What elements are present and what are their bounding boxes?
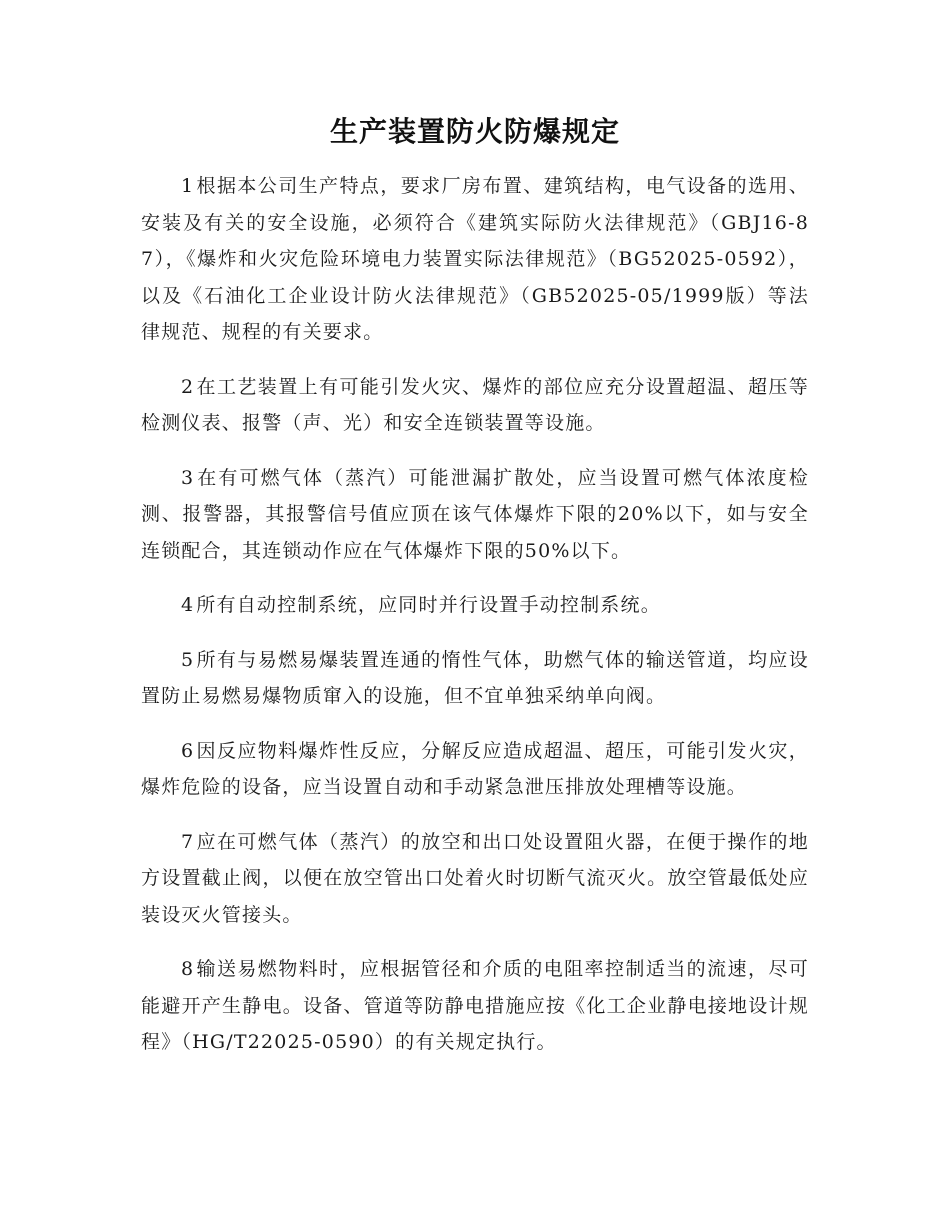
- paragraph-number: 2: [181, 375, 195, 398]
- paragraph-text: 输送易燃物料时，应根据管径和介质的电阻率控制适当的流速，尽可能避开产生静电。设备、管道等防静电措施应按《化工企业静电接地设计规程》（HG/T22025-0590）的有关规定执行。: [141, 958, 809, 1053]
- document-title: 生产装置防火防爆规定: [329, 115, 620, 148]
- paragraph-6: [141, 733, 809, 806]
- paragraph-number: 8: [181, 958, 195, 980]
- paragraph-2: [141, 369, 809, 442]
- paragraph-text: 在有可燃气体（蒸汽）可能泄漏扩散处，应当设置可燃气体浓度检测、报警器，其报警信号值应顶在该气体爆炸下限的20%以下，如与安全连锁配合，其连锁动作应在气体爆炸下限的50%以下。: [141, 466, 809, 562]
- paragraph-3: [141, 460, 809, 570]
- paragraph-number: 4: [181, 594, 195, 616]
- paragraph-number: 6: [181, 739, 195, 762]
- paragraph-text: 根据本公司生产特点，要求厂房布置、建筑结构，电气设备的选用、安装及有关的安全设施，必须符合《建筑实际防火法律规范》（GBJ16-87），《爆炸和火灾危险环境电力装置实际法律规范》（BG52025-0592），以及《石油化工企业设计防火法律规范》（GB52025-05/1999版）等法律规范、规程的有关要求。: [141, 175, 809, 343]
- paragraph-number: 3: [181, 466, 195, 489]
- paragraph-text: 因反应物料爆炸性反应，分解反应造成超温、超压，可能引发火灾，爆炸危险的设备，应当设置自动和手动紧急泄压排放处理槽等设施。: [141, 739, 809, 798]
- paragraph-number: 1: [181, 175, 195, 197]
- paragraph-text: 所有与易燃易爆装置连通的惰性气体，助燃气体的输送管道，均应设置防止易燃易爆物质窜入的设施，但不宜单独采纳单向阀。: [141, 648, 809, 707]
- document-body: [141, 168, 809, 1079]
- paragraph-5: [141, 642, 809, 715]
- paragraph-1: [141, 168, 809, 351]
- paragraph-7: [141, 824, 809, 934]
- paragraph-number: 7: [181, 830, 195, 853]
- paragraph-text: 在工艺装置上有可能引发火灾、爆炸的部位应充分设置超温、超压等检测仪表、报警（声、光）和安全连锁装置等设施。: [141, 375, 809, 434]
- paragraph-text: 所有自动控制系统，应同时并行设置手动控制系统。: [196, 594, 661, 616]
- paragraph-text: 应在可燃气体（蒸汽）的放空和出口处设置阻火器，在便于操作的地方设置截止阀，以便在放空管出口处着火时切断气流灭火。放空管最低处应装设灭火管接头。: [141, 830, 809, 926]
- paragraph-number: 5: [181, 648, 195, 671]
- paragraph-4: [141, 587, 809, 624]
- paragraph-8: [141, 951, 809, 1061]
